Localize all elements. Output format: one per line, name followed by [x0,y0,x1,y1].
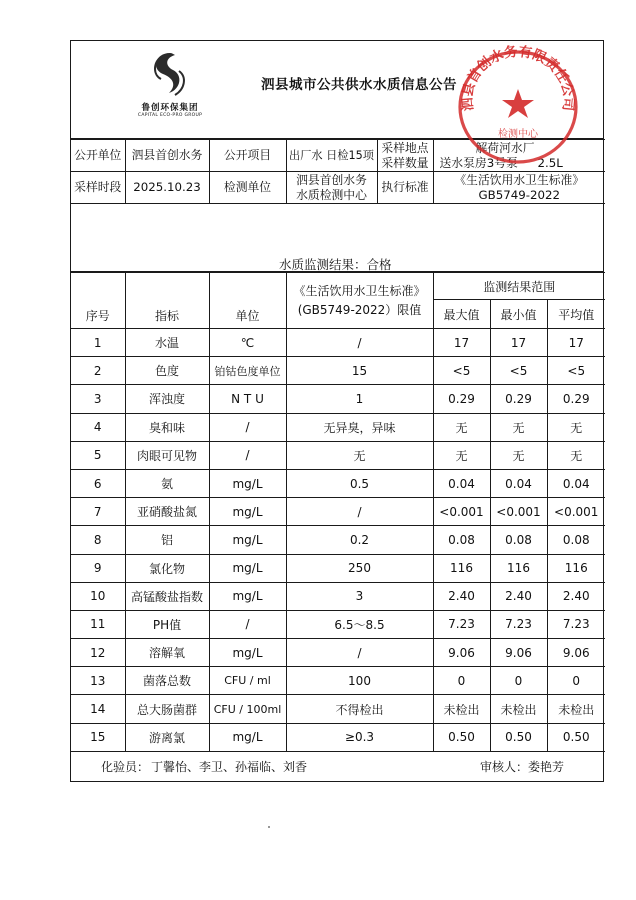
reviewer [480,758,564,775]
cell-unit: mg/L [209,498,286,526]
table-row [71,441,605,469]
cell-avg: 9.06 [547,639,605,667]
item-label: 公开项目 [209,140,286,172]
cell-min: 无 [490,441,547,469]
table-row [71,385,605,413]
cell-avg: 0.08 [547,526,605,554]
sample-quantity: 2.5L [537,155,563,170]
col-header-avg: 平均值 [547,300,605,329]
cell-unit: mg/L [209,582,286,610]
reviewer-label: 审核人： [480,760,529,774]
col-header-no: 序号 [71,273,125,329]
table-row [71,723,605,751]
col-header-min: 最小值 [490,300,547,329]
cell-avg: <0.001 [547,498,605,526]
time-value: 2025.10.23 [125,172,209,204]
table-row [71,498,605,526]
cell-min: 2.40 [490,582,547,610]
cell-indicator: 臭和味 [125,413,209,441]
col-header-range: 监测结果范围 [433,273,605,300]
company-logo [125,47,215,133]
cell-avg: <5 [547,357,605,385]
unit-label: 公开单位 [71,140,125,172]
cell-max: 7.23 [433,610,490,638]
cell-avg: 0 [547,667,605,695]
cell-unit: ℃ [209,329,286,357]
cell-unit: / [209,441,286,469]
cell-no: 7 [71,498,125,526]
cell-unit: 铂钴色度单位 [209,357,286,385]
cell-limit: 3 [286,582,433,610]
testers-label: 化验员： [101,760,150,774]
cell-indicator: 游离氯 [125,723,209,751]
lab-label: 检测单位 [209,172,286,204]
col-header-standard [286,273,433,329]
cell-avg: 未检出 [547,695,605,723]
cell-avg: 无 [547,413,605,441]
cell-no: 6 [71,469,125,497]
cell-unit: mg/L [209,723,286,751]
document-title: 泗县城市公共供水水质信息公告 [261,77,457,93]
cell-limit: / [286,639,433,667]
cell-max: <0.001 [433,498,490,526]
red-star-seal-icon [452,43,584,167]
cell-min: 0 [490,667,547,695]
cell-max: <5 [433,357,490,385]
cell-unit: / [209,610,286,638]
cell-indicator: 肉眼可见物 [125,441,209,469]
table-row [71,695,605,723]
cell-min: 116 [490,554,547,582]
cell-unit: mg/L [209,639,286,667]
table-row [71,639,605,667]
cell-no: 3 [71,385,125,413]
cell-no: 12 [71,639,125,667]
standard-label: 执行标准 [377,172,433,204]
cell-min: <5 [490,357,547,385]
cell-limit: 不得检出 [286,695,433,723]
cell-min: 9.06 [490,639,547,667]
cell-min: 7.23 [490,610,547,638]
sample-location-pump: 送水泵房3号泵 [439,155,518,170]
cell-unit: N T U [209,385,286,413]
col-header-max: 最大值 [433,300,490,329]
logo-subtitle: CAPITAL ECO-PRO GROUP [137,113,203,118]
cell-indicator: 溶解氧 [125,639,209,667]
cell-no: 10 [71,582,125,610]
col-header-indicator: 指标 [125,273,209,329]
cell-no: 13 [71,667,125,695]
cell-min: 0.50 [490,723,547,751]
cell-min: 17 [490,329,547,357]
cell-no: 15 [71,723,125,751]
cell-max: 未检出 [433,695,490,723]
cell-max: 无 [433,413,490,441]
lab-value-2: 水质检测中心 [296,187,367,202]
testers-names: 丁馨怡、李卫、孙福临、刘香 [151,760,308,774]
cell-max: 0 [433,667,490,695]
time-label: 采样时段 [71,172,125,204]
cell-indicator: 总大肠菌群 [125,695,209,723]
cell-indicator: 浑浊度 [125,385,209,413]
col-header-standard-2: (GB5749-2022）限值 [297,302,422,317]
cell-avg: 116 [547,554,605,582]
cell-limit: 无 [286,441,433,469]
cell-indicator: 亚硝酸盐氮 [125,498,209,526]
cell-limit: 0.5 [286,469,433,497]
cell-avg: 7.23 [547,610,605,638]
table-row [71,329,605,357]
cell-no: 8 [71,526,125,554]
cell-min: 未检出 [490,695,547,723]
col-header-unit: 单位 [209,273,286,329]
unit-value: 泗县首创水务 [125,140,209,172]
cell-indicator: 氯化物 [125,554,209,582]
cell-max: 0.04 [433,469,490,497]
cell-max: 9.06 [433,639,490,667]
item-value: 出厂水 日检15项 [286,140,377,172]
cell-max: 无 [433,441,490,469]
reviewer-name: 娄艳芳 [528,760,565,774]
cell-limit: 无异臭，异味 [286,413,433,441]
cell-no: 1 [71,329,125,357]
cell-max: 0.08 [433,526,490,554]
sample-location-label-1: 采样地点 [381,140,429,155]
cell-no: 2 [71,357,125,385]
cell-min: 0.29 [490,385,547,413]
lab-value [286,172,377,204]
cell-max: 0.50 [433,723,490,751]
logo-name: 鲁创环保集团 [141,103,199,113]
result-section [71,234,603,272]
cell-unit: mg/L [209,469,286,497]
cell-unit: mg/L [209,554,286,582]
sample-location-value-1: 解荷河水厂 [475,140,535,155]
scan-speck [268,826,270,828]
results-body [71,329,605,752]
cell-no: 9 [71,554,125,582]
cell-limit: / [286,329,433,357]
table-row [71,357,605,385]
cell-unit: / [209,413,286,441]
cell-avg: 0.29 [547,385,605,413]
cell-min: 0.04 [490,469,547,497]
cell-indicator: PH值 [125,610,209,638]
lab-value-1: 泗县首创水务 [296,172,367,187]
standard-value-2: GB5749-2022 [478,187,561,202]
cell-limit: 15 [286,357,433,385]
table-row [71,526,605,554]
cell-limit: 6.5～8.5 [286,610,433,638]
cell-min: <0.001 [490,498,547,526]
standard-value-1: 《生活饮用水卫生标准》 [454,172,585,187]
standard-value [433,172,605,204]
cell-limit: / [286,498,433,526]
cell-avg: 17 [547,329,605,357]
cell-no: 14 [71,695,125,723]
seal-subtext: 检测中心 [498,129,538,140]
cell-no: 5 [71,441,125,469]
cell-avg: 0.50 [547,723,605,751]
cell-max: 116 [433,554,490,582]
results-header-row-1 [71,273,605,300]
cell-indicator: 高锰酸盐指数 [125,582,209,610]
cell-max: 2.40 [433,582,490,610]
cell-max: 0.29 [433,385,490,413]
cell-no: 4 [71,413,125,441]
cell-indicator: 菌落总数 [125,667,209,695]
col-header-standard-1: 《生活饮用水卫生标准》 [293,283,426,298]
cell-avg: 2.40 [547,582,605,610]
company-logo-icon [125,47,215,101]
sample-location-label-2: 采样数量 [381,155,429,170]
cell-indicator: 色度 [125,357,209,385]
cell-limit: 100 [286,667,433,695]
cell-avg: 无 [547,441,605,469]
cell-unit: CFU / 100ml [209,695,286,723]
cell-indicator: 氨 [125,469,209,497]
cell-indicator: 水温 [125,329,209,357]
table-row [71,667,605,695]
table-row [71,413,605,441]
table-row [71,554,605,582]
testers [101,758,309,775]
cell-no: 11 [71,610,125,638]
cell-unit: CFU / ml [209,667,286,695]
cell-min: 0.08 [490,526,547,554]
table-row [71,610,605,638]
cell-limit: 0.2 [286,526,433,554]
sample-location-label [377,140,433,172]
cell-avg: 0.04 [547,469,605,497]
results-table [71,272,605,820]
cell-max: 17 [433,329,490,357]
cell-unit: mg/L [209,526,286,554]
table-row [71,582,605,610]
cell-indicator: 铝 [125,526,209,554]
table-row [71,469,605,497]
seal-text: 泗县首创水务有限责任公司 [459,43,577,112]
info-row-2 [71,172,605,204]
cell-limit: 1 [286,385,433,413]
result-heading: 水质监测结果：合格 [279,257,392,272]
cell-min: 无 [490,413,547,441]
cell-limit: ≥0.3 [286,723,433,751]
cell-limit: 250 [286,554,433,582]
